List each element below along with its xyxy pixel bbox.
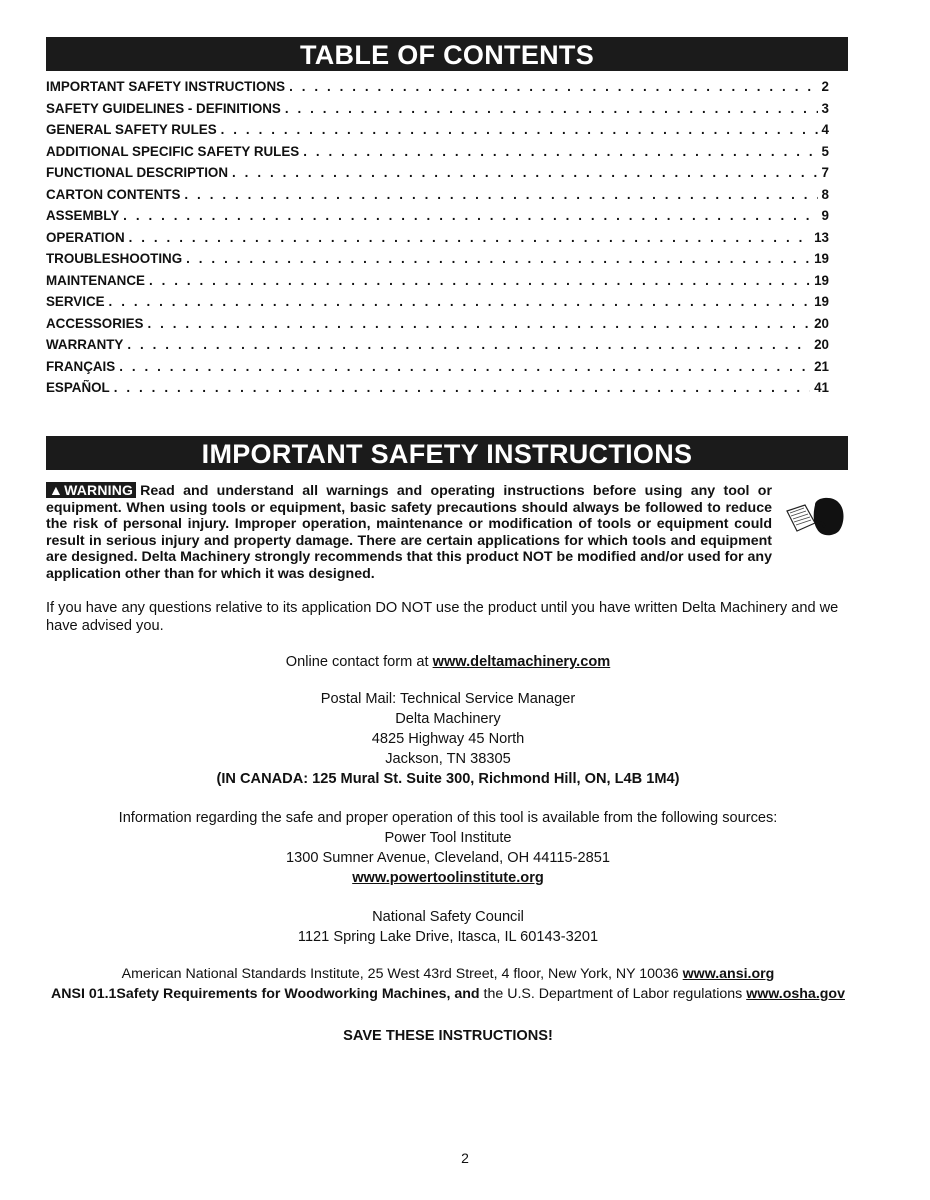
postal-address: [46, 689, 850, 789]
ansi-osha-references: [46, 964, 850, 1004]
table-of-contents: [46, 79, 829, 402]
canada-address: (IN CANADA: 125 Mural St. Suite 300, Richmond Hill, ON, L4B 1M4): [216, 771, 680, 787]
postal-line: Jackson, TN 38305: [385, 751, 511, 767]
toc-entry-page: 9: [821, 208, 829, 223]
toc-entry-page: 7: [821, 165, 829, 180]
online-contact: [46, 652, 850, 672]
toc-entry-title: MAINTENANCE: [46, 272, 145, 288]
toc-entry-title: FRANÇAIS: [46, 358, 116, 374]
toc-entry[interactable]: [46, 187, 829, 209]
pti-name: Power Tool Institute: [384, 830, 512, 846]
toc-entry[interactable]: [46, 294, 829, 316]
toc-entry-page: 20: [814, 337, 829, 352]
postal-line: Postal Mail: Technical Service Manager: [320, 691, 576, 707]
info-intro: Information regarding the safe and proper operation of this tool is available from the following sources:: [118, 810, 778, 826]
toc-entry-title: SERVICE: [46, 294, 105, 309]
warning-label: WARNING: [64, 482, 134, 498]
toc-entry-page: 21: [814, 358, 829, 374]
toc-entry-page: 13: [814, 229, 829, 245]
toc-entry-page: 2: [821, 79, 829, 94]
toc-entry-page: 19: [814, 251, 829, 266]
toc-entry-page: 41: [814, 380, 829, 395]
toc-entry[interactable]: [46, 316, 829, 338]
warning-paragraph: [46, 482, 772, 583]
toc-entry-page: 20: [814, 315, 829, 331]
toc-entry-title: ADDITIONAL SPECIFIC SAFETY RULES: [46, 143, 300, 159]
toc-entry-title: FUNCTIONAL DESCRIPTION: [46, 165, 229, 180]
warning-triangle-icon: ▲: [49, 482, 64, 498]
toc-entry-title: ESPAÑOL: [46, 380, 110, 395]
toc-entry-title: WARRANTY: [46, 337, 124, 352]
toc-entry[interactable]: [46, 101, 829, 123]
toc-entry[interactable]: [46, 251, 829, 273]
toc-title: TABLE OF CONTENTS: [46, 37, 848, 71]
read-manual-icon: [785, 493, 847, 541]
toc-entry-page: 3: [821, 100, 829, 116]
toc-entry-page: 5: [821, 143, 829, 159]
toc-entry-page: 4: [821, 122, 829, 137]
postal-line: 4825 Highway 45 North: [371, 731, 525, 747]
toc-entry[interactable]: [46, 230, 829, 252]
toc-entry[interactable]: [46, 208, 829, 230]
toc-entry-title: IMPORTANT SAFETY INSTRUCTIONS: [46, 79, 286, 94]
toc-entry[interactable]: [46, 273, 829, 295]
osha-text: the U.S. Department of Labor regulations: [483, 986, 743, 1002]
ansi-url-link[interactable]: www.ansi.org: [682, 966, 775, 982]
page-number: 2: [461, 1150, 469, 1166]
toc-entry[interactable]: [46, 79, 829, 101]
osha-bold-text: ANSI 01.1Safety Requirements for Woodworking Machines, and: [50, 986, 480, 1002]
warning-badge: [46, 482, 136, 498]
delta-url-link[interactable]: www.deltamachinery.com: [432, 654, 611, 670]
toc-entry-title: CARTON CONTENTS: [46, 186, 181, 202]
toc-entry-page: 19: [814, 272, 829, 288]
toc-entry[interactable]: [46, 165, 829, 187]
online-prefix: Online contact form at: [285, 654, 429, 670]
osha-url-link[interactable]: www.osha.gov: [746, 986, 845, 1002]
toc-entry-title: SAFETY GUIDELINES - DEFINITIONS: [46, 100, 281, 116]
information-sources: [46, 808, 850, 888]
toc-entry[interactable]: [46, 337, 829, 359]
question-paragraph: If you have any questions relative to its application DO NOT use the product until you have written Delta Machinery and we have advised you.: [46, 600, 839, 634]
toc-entry-page: 19: [814, 294, 829, 309]
toc-entry-page: 8: [821, 186, 829, 202]
toc-entry[interactable]: [46, 122, 829, 144]
toc-entry-title: OPERATION: [46, 229, 125, 245]
toc-entry-title: ACCESSORIES: [46, 315, 144, 331]
pti-url-link[interactable]: www.powertoolinstitute.org: [352, 870, 544, 886]
toc-entry-title: ASSEMBLY: [46, 208, 120, 223]
ansi-text: American National Standards Institute, 25 West 43rd Street, 4 floor, New York, NY 10036: [121, 966, 679, 982]
toc-entry[interactable]: [46, 144, 829, 166]
pti-address: 1300 Sumner Avenue, Cleveland, OH 44115-2851: [286, 850, 610, 866]
toc-entry[interactable]: [46, 380, 829, 402]
nsc-name: National Safety Council: [372, 909, 524, 925]
national-safety-council: [46, 907, 850, 947]
warning-text: Read and understand all warnings and operating instructions before using any tool or equipment. When using tools or equipment, basic safety precautions should always be followed to reduce the risk of personal injury. Improper operation, maintenance or modification of tools or equipment could result in serious injury and property damage. There are certain applications for which tools and equipment are designed. Delta Machinery strongly recommends that this product NOT be modified and/or used for any application other than for which it was designed.: [46, 483, 772, 582]
nsc-address: 1121 Spring Lake Drive, Itasca, IL 60143-3201: [297, 929, 599, 945]
toc-entry-title: TROUBLESHOOTING: [46, 251, 183, 266]
toc-entry[interactable]: [46, 359, 829, 381]
postal-line: Delta Machinery: [395, 711, 501, 727]
save-instructions: SAVE THESE INSTRUCTIONS!: [343, 1028, 553, 1044]
safety-section-title: IMPORTANT SAFETY INSTRUCTIONS: [46, 436, 848, 470]
toc-entry-title: GENERAL SAFETY RULES: [46, 122, 217, 137]
